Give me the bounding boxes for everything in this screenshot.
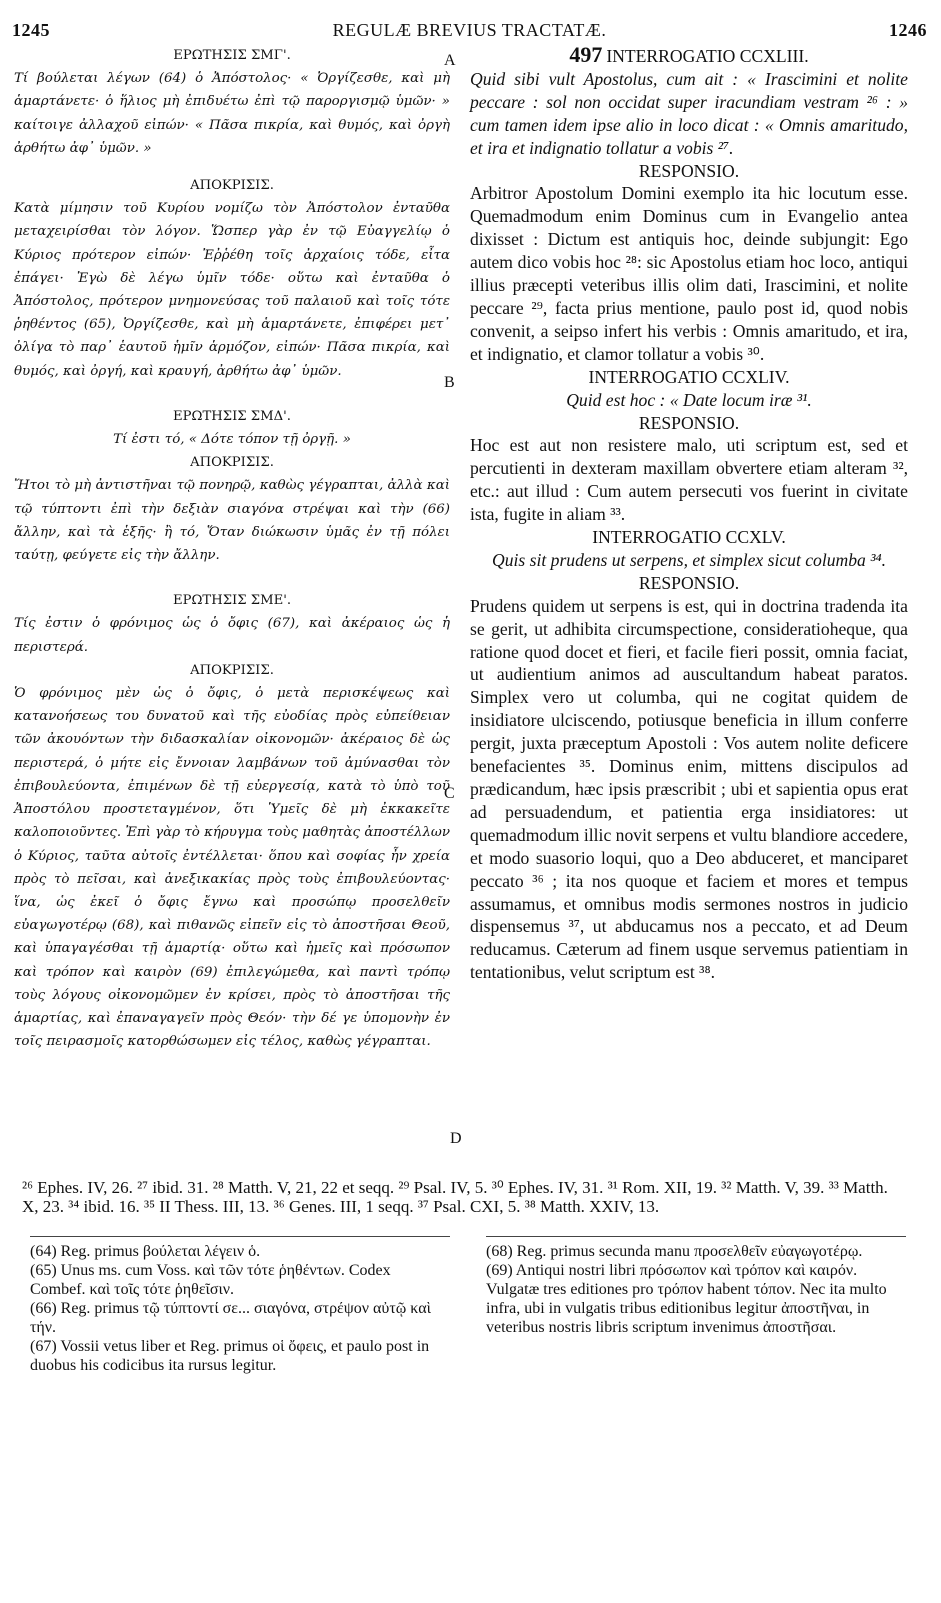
greek-answer-243-heading: ΑΠΟΚΡΙΣΙΣ. <box>190 178 274 194</box>
latin-answer-244: Hoc est aut non resistere malo, uti scriptum est, sed et percutienti in dexteram maxillam obvertere etiam alteram ³², etc.: aut illud : Cum autem persecuti vos fuerint in civitate ista, fugite in aliam ³³. <box>470 435 908 525</box>
latin-answer-243-heading: RESPONSIO. <box>638 160 740 181</box>
latin-question-243-title: INTERROGATIO CCXLIII. <box>606 46 809 66</box>
notes-divider-right <box>486 1236 906 1237</box>
page-number-right: 1246 <box>889 20 927 40</box>
latin-question-244: Quid est hoc : « Date locum iræ ³¹. <box>566 389 812 410</box>
running-header <box>12 20 927 46</box>
greek-question-243-heading: ΕΡΩΤΗΣΙΣ ΣΜΓ'. <box>173 48 291 63</box>
latin-question-244-heading: INTERROGATIO CCXLIV. <box>588 366 790 387</box>
latin-question-245-heading: INTERROGATIO CCXLV. <box>592 527 786 548</box>
latin-answer-245-heading: RESPONSIO. <box>638 572 740 593</box>
margin-marker-d: D <box>450 1130 462 1147</box>
greek-column <box>14 44 450 1053</box>
latin-question-243: Quid sibi vult Apostolus, cum ait : « Irascimini et nolite peccare : sol non occidat super iracundiam vestram ²⁶ : » cum tamen idem ipse alio in loco dicat : « Omnis amaritudo, et ira et indignatio tollatur a vobis ²⁷. <box>470 68 908 158</box>
notes-divider-left <box>30 1236 450 1237</box>
greek-question-245: Τίς ἐστιν ὁ φρόνιμος ὡς ὁ ὄφις (67), καὶ ἀκέραιος ὡς ἡ περιστερά. <box>14 616 450 655</box>
page-number-left: 1245 <box>12 20 50 40</box>
footnote-66: (66) Reg. primus τῷ τύπτοντί σε... σιαγόνα, στρέψον αὐτῷ καὶ τήν. <box>30 1300 431 1336</box>
greek-answer-244-heading: ΑΠΟΚΡΙΣΙΣ. <box>190 455 274 471</box>
footnote-69: (69) Antiqui nostri libri πρόσωπον καὶ τρόπον καὶ καιρόν. Vulgatæ tres editiones pro τρόπον habent τόπον. Nec ita multo infra, ubi in vulgatis tribus editionibus legitur ἀποστῆναι, in veteribus nostris libris scriptum invenimus ἀποστῆσαι. <box>486 1262 887 1336</box>
latin-question-245: Quis sit prudens ut serpens, et simplex sicut columba ³⁴. <box>491 549 887 570</box>
greek-question-244-heading: ΕΡΩΤΗΣΙΣ ΣΜΔ'. <box>173 408 291 424</box>
latin-answer-243: Arbitror Apostolum Domini exemplo ita hic locutum esse. Quemadmodum enim Dominus cum in Evangelio antea dixisset : Dictum est antiquis hoc, deinde subjungit: Ego autem dico vobis hoc ²⁸: sic Apostolus etiam hoc loco, antiqui illius præcepti veteribus illis olim dati, Irascimini, et nolite peccare ²⁹, facta prius mentione, paulo post id, quod nobis convenit, a seipso infert his verbis : Omnis amaritudo, et ira, et indignatio, et clamor tollatur a vobis ³⁰. <box>470 183 908 364</box>
latin-answer-244-heading: RESPONSIO. <box>638 412 740 433</box>
greek-question-243: Τί βούλεται λέγων (64) ὁ Ἀπόστολος· « Ὀργίζεσθε, καὶ μὴ ἁμαρτάνετε· ὁ ἥλιος μὴ ἐπιδυέτω ἐπὶ τῷ παροργισμῷ ὑμῶν· » καίτοιγε ἀλλαχοῦ εἰπών· « Πᾶσα πικρία, καὶ θυμός, καὶ ὀργὴ ἀρθήτω ἀφ᾽ ὑμῶν. » <box>14 71 450 156</box>
latin-answer-245: Prudens quidem ut serpens is est, qui in doctrina tradenda ita se gerit, ut adhibita circumspectione, consideratioheque, qua ratione quod docet et fieri, et facile fieri possit, omnia faciat, ut audientium animos ad auscultandum habeat paratos. Simplex vero ut columba, qui ne cogitat quidem de insidiatore ulciscendo, potiusque beneficia in illum conferre pergit, juxta præceptum Apostoli : Vos autem nolite deficere benefacientes ³⁵. Dominus enim, mittens discipulos ad prædicandum, hæc ipsis præscribit ; ubi et sapientia opus erat ad persuadendum, et patientia erga insidiatores: ut quemadmodum illic novit serpens et vultu blandiore accedere, et modo suasorio loqui, quo a Deo abduceret, et manciparet peccato ³⁶ ; ita nos quoque et faciem et mores et tempus assumamus, et omnibus modis sermones nostros in judicio dispensemus ³⁷, ut abducamus nos a peccato, et ad Deum reducamus. Cæterum ad finem usque servemus patientiam in tentationibus, velut scriptum est ³⁸. <box>470 595 908 983</box>
greek-question-244: Τί ἐστι τό, « Δότε τόπον τῇ ὀργῇ. » <box>113 432 351 448</box>
greek-answer-245-heading: ΑΠΟΚΡΙΣΙΣ. <box>190 662 274 678</box>
margin-marker-c: C <box>444 785 455 802</box>
latin-column <box>470 44 908 984</box>
footnote-65: (65) Unus ms. cum Voss. καὶ τῶν τότε ῥηθέντων. Codex Combef. καὶ τοῖς τότε ῥηθεῖσιν. <box>30 1262 391 1298</box>
margin-marker-b: B <box>444 374 455 391</box>
greek-question-245-heading: ΕΡΩΤΗΣΙΣ ΣΜΕ'. <box>172 593 292 609</box>
scripture-references: ²⁶ Ephes. IV, 26. ²⁷ ibid. 31. ²⁸ Matth. V, 21, 22 et seqq. ²⁹ Psal. IV, 5. ³⁰ Ephes. IV, 31. ³¹ Rom. XII, 19. ³² Matth. V, 39. ³³ Matth. X, 23. ³⁴ ibid. 16. ³⁵ II Thess. III, 13. ³⁶ Genes. III, 1 seqq. ³⁷ Psal. CXI, 5. ³⁸ Matth. XXIV, 13. <box>22 1178 888 1216</box>
latin-question-243-heading <box>470 44 908 68</box>
running-title: REGULÆ BREVIUS TRACTATÆ. <box>332 20 607 40</box>
footnote-67: (67) Vossii vetus liber et Reg. primus οἱ ὄφεις, et paulo post in duobus his codicibus ita rursus legitur. <box>30 1338 430 1374</box>
margin-marker-a: A <box>444 52 456 69</box>
footnotes-left <box>30 1242 450 1375</box>
greek-answer-245: Ὁ φρόνιμος μὲν ὡς ὁ ὄφις, ὁ μετὰ περισκέψεως καὶ κατανοήσεως του δυνατοῦ καὶ τῆς εὐοδίας πρὸς εὐπείθειαν τῶν ἀκουόντων τὴν διδασκαλίαν οἰκονομῶν· ἀκέραιος δὲ ὡς περιστερά, ὁ μήτε εἰς ἔννοιαν λαμβάνων τοῦ ἀμύνασθαι τὸν ἐπιβουλεύοντα, ἐπιμένων δὲ τῇ εὐεργεσίᾳ, κατὰ τὸ ὑπὸ τοῦ Ἀποστόλου προστεταγμένον, ὅτι Ὑμεῖς δὲ μὴ ἐκκακεῖτε καλοποιοῦντες. Ἐπὶ γὰρ τὸ κήρυγμα τοὺς μαθητὰς ἀποστέλλων ὁ Κύριος, ταῦτα αὐτοῖς ἐντέλλεται· ὅπου καὶ σοφίας ἦν χρεία πρὸς τὸ πεῖσαι, καὶ ἀνεξικακίας πρὸς τοὺς ἐπιβουλεύοντας· ἵνα, ὡς ἐκεῖ ὁ ὄφις ἔγνω καὶ προσώπῳ προσελθεῖν εὐαγωγοτέρῳ (68), καὶ πιθανῶς εἰπεῖν εἰς τὸ ἀποστῆσαι Θεοῦ, καὶ ὑπαγαγέσθαι τῇ ἁμαρτίᾳ· οὕτω καὶ ἡμεῖς καὶ πρόσωπον καὶ τρόπον καὶ καιρὸν (69) ἐπιλεγώμεθα, καὶ παντὶ τρόπῳ τοὺς λόγους οἰκονομῶμεν ἐν κρίσει, πρὸς τὸ ἀποστῆσαι τῆς ἁμαρτίας, καὶ ἐπαναγαγεῖν πρὸς Θεόν· τὴν δέ γε ὑπομονὴν ἐν τοῖς πειρασμοῖς κατορθώσωμεν εἰς τέλος, καθὼς γέγραπται. <box>14 686 450 1050</box>
column-number: 497 <box>569 42 603 67</box>
footnote-68: (68) Reg. primus secunda manu προσελθεῖν εὐαγωγοτέρῳ. <box>486 1243 863 1260</box>
greek-answer-244: Ἤτοι τὸ μὴ ἀντιστῆναι τῷ πονηρῷ, καθὼς γέγραπται, ἀλλὰ καὶ τῷ τύπτοντι ἐπὶ τὴν δεξιὰν σιαγόνα στρέψαι καὶ τὴν (66) ἄλλην, καὶ τὰ ἑξῆς· ἢ τό, Ὅταν διώκωσιν ὑμᾶς ἐν τῇ πόλει ταύτῃ, φεύγετε εἰς τὴν ἄλλην. <box>14 478 450 564</box>
greek-answer-243: Κατὰ μίμησιν τοῦ Κυρίου νομίζω τὸν Ἀπόστολον ἐνταῦθα μεταχειρίσθαι τὸν λόγον. Ὥσπερ γὰρ ἐν τῷ Εὐαγγελίῳ ὁ Κύριος πρότερον εἰπών· Ἐῤῥέθη τοῖς ἀρχαίοις τόδε, εἶτα ἐπάγει· Ἐγὼ δὲ λέγω ὑμῖν τόδε· οὕτω καὶ ἐνταῦθα ὁ Ἀπόστολος, πρότερον μνημονεύσας τοῦ παλαιοῦ καὶ τοῖς τότε ῥηθέντος (65), Ὀργίζεσθε, καὶ μὴ ἁμαρτάνετε, ἐπιφέρει μετ᾽ ὀλίγα τὸ παρ᾽ ἑαυτοῦ ἡμῖν ἁρμόζον, εἰπών· Πᾶσα πικρία, καὶ θυμός, καὶ ὀργή, καὶ κραυγή, ἀρθήτω ἀφ᾽ ὑμῶν. <box>14 201 450 379</box>
footnotes-right <box>486 1242 906 1337</box>
footnote-64: (64) Reg. primus βούλεται λέγειν ὁ. <box>30 1243 261 1260</box>
